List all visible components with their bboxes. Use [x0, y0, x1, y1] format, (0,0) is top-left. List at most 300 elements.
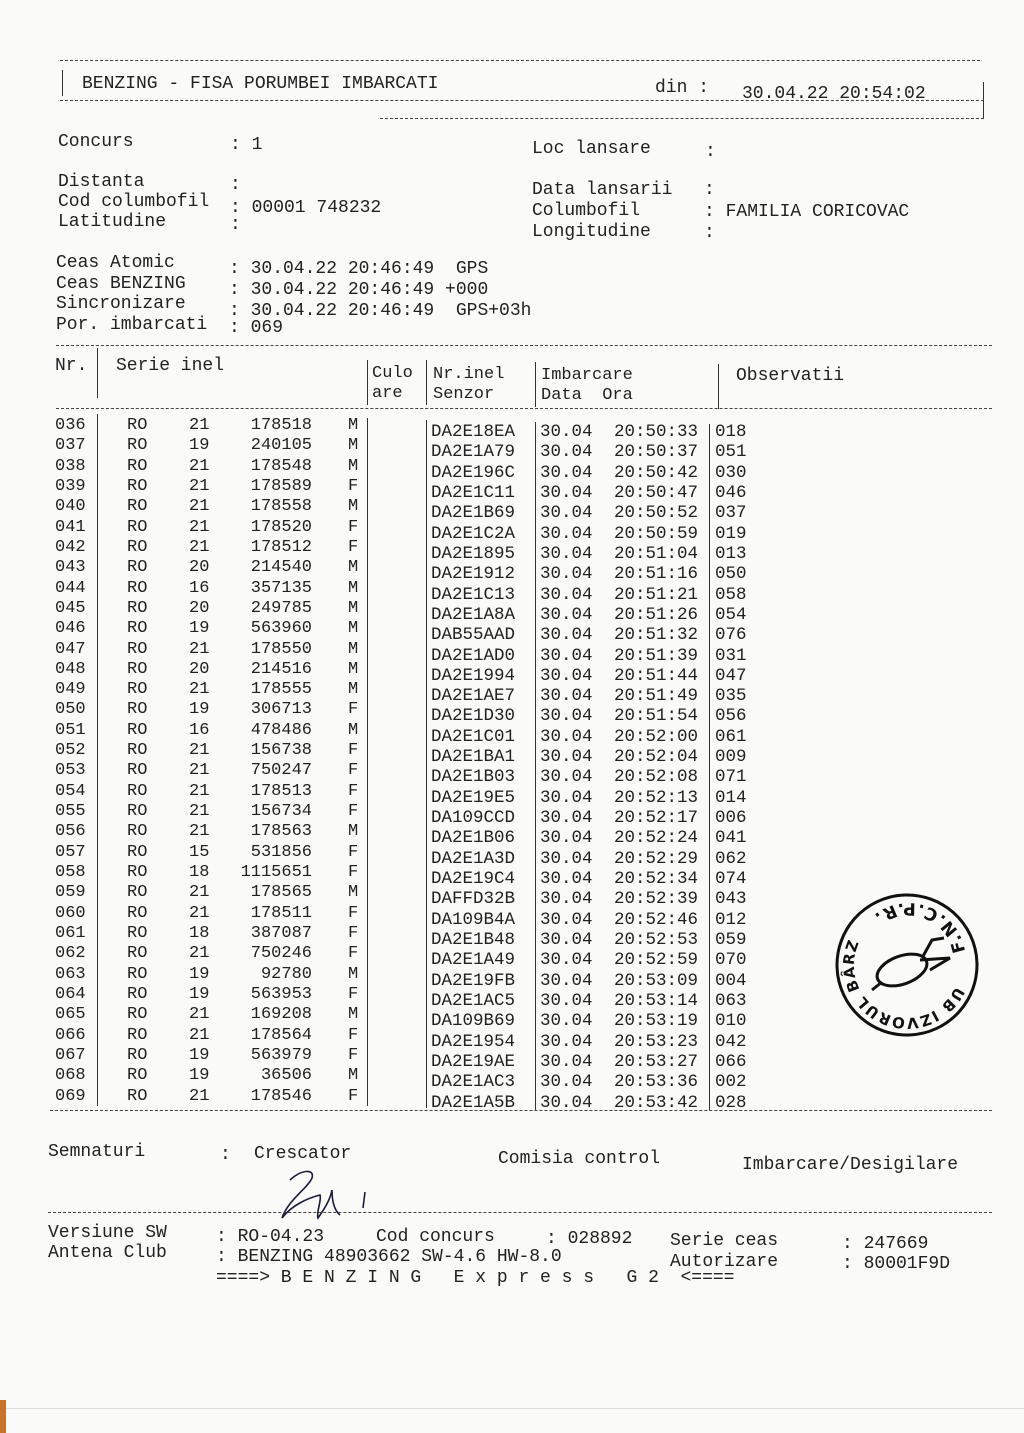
cell-inel: 178550	[250, 639, 312, 659]
cell-nr: 036	[55, 416, 86, 435]
cell-obs: 059	[715, 930, 747, 950]
cell-ora: 20:51:16	[614, 564, 699, 585]
cell-senzor: DA2E1AC3	[431, 1072, 516, 1093]
table-row	[0, 558, 1000, 585]
columbofil-value: : FAMILIA CORICOVAC	[704, 202, 910, 222]
table-row	[0, 700, 1000, 727]
cell-obs: 054	[715, 604, 747, 625]
cell-an: 21	[189, 1025, 210, 1045]
cell-senzor: DA2E1AD0	[431, 645, 516, 666]
cell-ora: 20:52:46	[614, 909, 699, 930]
longitudine-value: :	[704, 223, 715, 243]
cell-ora: 20:53:14	[614, 990, 699, 1011]
cell-senzor: DA2E1C01	[431, 726, 516, 747]
cell-sex: M	[348, 497, 359, 517]
cell-obs: 062	[715, 848, 747, 869]
cell-inel: 178565	[250, 883, 312, 903]
header-observatii: Observatii	[736, 366, 845, 386]
cell-obs: 046	[715, 482, 747, 503]
cell-senzor: DAFFD32B	[431, 889, 516, 910]
cell-inel: 178513	[250, 781, 312, 801]
cell-sex: M	[348, 578, 359, 598]
cell-nr: 047	[55, 639, 86, 659]
club-stamp	[832, 890, 982, 1040]
cell-data: 30.04	[540, 808, 593, 829]
versiune-sw-value: : RO-04.23	[216, 1227, 325, 1247]
cell-sex: M	[348, 659, 359, 679]
cell-sex: M	[348, 720, 359, 740]
cell-sex: F	[348, 984, 359, 1004]
cell-obs: 076	[715, 625, 747, 646]
cell-inel: 563953	[250, 984, 312, 1004]
cell-obs: 066	[715, 1051, 747, 1072]
cell-ora: 20:53:19	[614, 1011, 699, 1032]
cell-obs: 018	[715, 422, 747, 442]
cell-senzor: DA2E1B69	[431, 503, 516, 524]
latitudine-value: :	[230, 215, 241, 235]
header-nr-inel-2: Senzor	[433, 385, 495, 404]
table-row	[0, 416, 1000, 442]
cell-nr: 048	[55, 659, 86, 679]
cell-ora: 20:52:24	[614, 828, 699, 849]
cell-data: 30.04	[540, 950, 593, 971]
cell-sex: M	[348, 680, 359, 700]
header-border-top	[60, 60, 980, 61]
cell-data: 30.04	[540, 747, 593, 768]
cell-inel: 178548	[250, 456, 312, 476]
cell-obs: 028	[715, 1092, 747, 1113]
cell-tara: RO	[127, 842, 148, 862]
cell-an: 16	[189, 578, 210, 598]
cell-an: 21	[189, 883, 210, 903]
cell-ora: 20:51:54	[614, 706, 699, 727]
cell-senzor: DA2E1895	[431, 543, 516, 564]
cell-sex: F	[348, 761, 359, 781]
cell-obs: 030	[715, 462, 747, 483]
sincronizare-label: Sincronizare	[56, 294, 186, 314]
cell-an: 21	[189, 1005, 210, 1025]
header-border-bottom	[60, 100, 984, 101]
cell-obs: 074	[715, 869, 747, 890]
cell-an: 18	[189, 924, 210, 943]
cell-inel: 178520	[250, 517, 312, 537]
cell-sex: M	[348, 619, 359, 639]
cell-inel: 178563	[250, 822, 312, 842]
cell-nr: 043	[55, 558, 86, 578]
cell-senzor: DA2E1A79	[431, 442, 516, 463]
cell-senzor: DA2E1A49	[431, 950, 516, 971]
cell-senzor: DA2E18EA	[431, 422, 516, 442]
cell-data: 30.04	[540, 442, 593, 463]
cell-tara: RO	[127, 578, 148, 598]
footer-separator	[48, 1212, 992, 1213]
cell-ora: 20:52:34	[614, 869, 699, 890]
cell-an: 21	[189, 517, 210, 537]
header-imbarcare-2: Data Ora	[541, 386, 633, 405]
cell-an: 21	[189, 537, 210, 557]
cell-data: 30.04	[540, 869, 593, 890]
header-nr-inel-1: Nr.inel	[433, 365, 505, 384]
distanta-value: :	[230, 175, 241, 195]
cell-inel: 169208	[250, 1005, 312, 1025]
cell-tara: RO	[127, 964, 148, 984]
cell-ora: 20:52:53	[614, 930, 699, 950]
cell-data: 30.04	[540, 645, 593, 666]
table-row	[0, 659, 1000, 686]
cell-nr: 053	[55, 761, 86, 781]
cod-concurs-label: Cod concurs	[376, 1227, 495, 1247]
loc-lansare-value: :	[705, 142, 716, 162]
cell-data: 30.04	[540, 584, 593, 605]
cell-obs: 042	[715, 1031, 747, 1052]
cell-ora: 20:52:29	[614, 848, 699, 869]
cell-tara: RO	[127, 1045, 148, 1065]
cell-obs: 006	[715, 808, 747, 829]
table-row	[0, 639, 1000, 666]
cell-sex: F	[348, 802, 359, 822]
table-row	[0, 578, 1000, 605]
din-label: din :	[655, 78, 710, 98]
cell-nr: 062	[55, 944, 86, 964]
cell-sex: F	[348, 863, 359, 883]
document-title: BENZING - FISA PORUMBEI IMBARCATI	[82, 74, 439, 94]
latitudine-label: Latitudine	[58, 212, 167, 232]
cell-data: 30.04	[540, 1072, 593, 1093]
cell-senzor: DA2E19C4	[431, 869, 516, 890]
table-row	[0, 822, 1000, 849]
cell-data: 30.04	[540, 564, 593, 585]
cell-an: 19	[189, 436, 210, 456]
cell-tara: RO	[127, 883, 148, 903]
cell-nr: 050	[55, 700, 86, 720]
cell-obs: 058	[715, 584, 747, 605]
cell-senzor: DA2E1B06	[431, 828, 516, 849]
cell-sex: F	[348, 903, 359, 923]
cell-inel: 563979	[250, 1045, 312, 1065]
cell-nr: 037	[55, 436, 86, 456]
cell-an: 19	[189, 619, 210, 639]
distanta-label: Distanta	[58, 172, 145, 192]
cell-an: 21	[189, 741, 210, 761]
cell-ora: 20:53:23	[614, 1031, 699, 1052]
cell-an: 19	[189, 964, 210, 984]
cell-obs: 019	[715, 523, 747, 544]
cell-inel: 178555	[250, 680, 312, 700]
cell-nr: 040	[55, 497, 86, 517]
cell-data: 30.04	[540, 1051, 593, 1072]
benzing-express-banner: ====> B E N Z I N G E x p r e s s G 2 <====	[216, 1268, 735, 1288]
cell-inel: 750247	[250, 761, 312, 781]
cell-obs: 070	[715, 950, 747, 971]
cell-tara: RO	[127, 416, 148, 435]
cell-nr: 063	[55, 964, 86, 984]
por-imbarcati-value: : 069	[229, 318, 284, 338]
cell-sex: F	[348, 537, 359, 557]
cell-ora: 20:50:47	[614, 482, 699, 503]
cell-sex: F	[348, 517, 359, 537]
cell-nr: 049	[55, 680, 86, 700]
cell-nr: 065	[55, 1005, 86, 1025]
cell-tara: RO	[127, 1066, 148, 1086]
cell-tara: RO	[127, 700, 148, 720]
cell-ora: 20:53:09	[614, 970, 699, 991]
header-nr: Nr.	[55, 356, 88, 376]
cell-obs: 050	[715, 564, 747, 585]
cell-an: 19	[189, 1045, 210, 1065]
cell-tara: RO	[127, 1025, 148, 1045]
cell-tara: RO	[127, 476, 148, 496]
antena-club-value: : BENZING 48903662 SW-4.6 HW-8.0	[216, 1247, 562, 1267]
imbarcare-desigilare-label: Imbarcare/Desigilare	[742, 1155, 959, 1175]
cell-obs: 012	[715, 909, 747, 930]
cell-inel: 156734	[250, 802, 312, 822]
cell-inel: 92780	[260, 964, 312, 984]
cell-ora: 20:52:04	[614, 747, 699, 768]
stamp-text-bottom: F.N.C.P.R.	[868, 898, 971, 956]
table-row	[0, 517, 1000, 544]
longitudine-label: Longitudine	[532, 222, 651, 242]
cell-senzor: DA2E1A8A	[431, 604, 516, 625]
cell-sex: F	[348, 741, 359, 761]
cell-inel: 178546	[250, 1086, 312, 1106]
cell-tara: RO	[127, 944, 148, 964]
cell-obs: 010	[715, 1011, 747, 1032]
cell-nr: 059	[55, 883, 86, 903]
cell-nr: 039	[55, 476, 86, 496]
cell-obs: 051	[715, 442, 747, 463]
cell-sex: F	[348, 781, 359, 801]
cell-data: 30.04	[540, 970, 593, 991]
cell-senzor: DA2E1AC5	[431, 990, 516, 1011]
por-imbarcati-label: Por. imbarcati	[56, 315, 208, 335]
table-row	[0, 619, 1000, 646]
header-divider-senzor	[535, 362, 536, 407]
cell-obs: 041	[715, 828, 747, 849]
cell-an: 21	[189, 476, 210, 496]
pigeon-icon	[872, 938, 950, 992]
cell-data: 30.04	[540, 1011, 593, 1032]
cell-sex: F	[348, 1086, 359, 1106]
table-row	[0, 436, 1000, 463]
cell-data: 30.04	[540, 482, 593, 503]
table-row	[0, 456, 1000, 483]
cell-nr: 054	[55, 781, 86, 801]
cell-ora: 20:51:26	[614, 604, 699, 625]
cell-data: 30.04	[540, 726, 593, 747]
cell-sex: M	[348, 1066, 359, 1086]
cell-inel: 214516	[250, 659, 312, 679]
cell-inel: 178564	[250, 1025, 312, 1045]
cell-ora: 20:50:33	[614, 422, 699, 442]
cell-obs: 047	[715, 665, 747, 686]
cell-senzor: DA2E1D30	[431, 706, 516, 727]
cell-an: 21	[189, 802, 210, 822]
table-row	[0, 863, 1000, 890]
cell-data: 30.04	[540, 462, 593, 483]
cell-ora: 20:53:27	[614, 1051, 699, 1072]
table-row	[0, 781, 1000, 808]
cell-nr: 056	[55, 822, 86, 842]
serie-ceas-value: : 247669	[842, 1234, 929, 1254]
cell-tara: RO	[127, 1005, 148, 1025]
cell-inel: 178511	[250, 903, 312, 923]
cod-columbofil-value: : 00001 748232	[230, 198, 382, 218]
cod-columbofil-label: Cod columbofil	[58, 192, 210, 212]
cell-data: 30.04	[540, 909, 593, 930]
cell-senzor: DA2E1994	[431, 665, 516, 686]
table-border-top	[56, 345, 992, 346]
cell-sex: F	[348, 842, 359, 862]
table-row	[0, 1066, 1000, 1093]
cell-senzor: DA2E19FB	[431, 970, 516, 991]
header-imbarcare-1: Imbarcare	[541, 366, 633, 385]
cell-sex: M	[348, 456, 359, 476]
cell-ora: 20:53:36	[614, 1072, 699, 1093]
table-row	[0, 497, 1000, 524]
cell-sex: F	[348, 1045, 359, 1065]
cell-inel: 178589	[250, 476, 312, 496]
cell-data: 30.04	[540, 543, 593, 564]
cell-senzor: DA2E196C	[431, 462, 516, 483]
cell-an: 21	[189, 639, 210, 659]
cell-sex: M	[348, 416, 359, 435]
cell-tara: RO	[127, 598, 148, 618]
cell-an: 21	[189, 680, 210, 700]
cell-obs: 009	[715, 747, 747, 768]
cell-ora: 20:50:37	[614, 442, 699, 463]
cell-data: 30.04	[540, 625, 593, 646]
cell-tara: RO	[127, 436, 148, 456]
cell-an: 18	[189, 863, 210, 883]
cell-tara: RO	[127, 903, 148, 923]
cell-nr: 058	[55, 863, 86, 883]
cell-ora: 20:50:59	[614, 523, 699, 544]
cell-sex: F	[348, 1025, 359, 1045]
stamp-text-top: CLUB IZVORUL BÂRZII	[839, 936, 968, 1033]
cell-an: 21	[189, 456, 210, 476]
cell-tara: RO	[127, 659, 148, 679]
antena-club-label: Antena Club	[48, 1243, 167, 1263]
cell-inel: 240105	[250, 436, 312, 456]
cell-obs: 035	[715, 686, 747, 707]
cell-nr: 045	[55, 598, 86, 618]
cell-an: 21	[189, 761, 210, 781]
cell-tara: RO	[127, 619, 148, 639]
cell-an: 21	[189, 781, 210, 801]
cell-nr: 061	[55, 924, 86, 943]
table-header-separator	[56, 408, 992, 409]
cell-data: 30.04	[540, 422, 593, 442]
cell-an: 21	[189, 416, 210, 435]
ceas-atomic-value: : 30.04.22 20:46:49 GPS	[229, 259, 489, 279]
cell-tara: RO	[127, 741, 148, 761]
cell-ora: 20:53:42	[614, 1092, 699, 1113]
cell-sex: M	[348, 436, 359, 456]
cell-ora: 20:51:44	[614, 665, 699, 686]
cell-inel: 214540	[250, 558, 312, 578]
table-row	[0, 741, 1000, 768]
cell-tara: RO	[127, 639, 148, 659]
concurs-value: : 1	[230, 135, 263, 155]
cell-tara: RO	[127, 761, 148, 781]
cell-obs: 063	[715, 990, 747, 1011]
cell-data: 30.04	[540, 767, 593, 788]
cell-ora: 20:52:39	[614, 889, 699, 910]
cell-data: 30.04	[540, 665, 593, 686]
cell-ora: 20:52:13	[614, 787, 699, 808]
cell-obs: 071	[715, 767, 747, 788]
cell-inel: 36506	[260, 1066, 312, 1086]
cell-ora: 20:51:21	[614, 584, 699, 605]
cell-senzor: DA2E19AE	[431, 1051, 516, 1072]
cell-data: 30.04	[540, 930, 593, 950]
cell-nr: 055	[55, 802, 86, 822]
cell-obs: 043	[715, 889, 747, 910]
cell-nr: 046	[55, 619, 86, 639]
table-row	[0, 1086, 1000, 1113]
cell-inel: 156738	[250, 741, 312, 761]
cell-data: 30.04	[540, 686, 593, 707]
cell-ora: 20:52:08	[614, 767, 699, 788]
crescator-label: Crescator	[254, 1144, 352, 1164]
cell-nr: 042	[55, 537, 86, 557]
cell-data: 30.04	[540, 828, 593, 849]
cell-nr: 051	[55, 720, 86, 740]
table-row	[0, 802, 1000, 829]
handwritten-signature	[270, 1160, 390, 1225]
cell-ora: 20:52:59	[614, 950, 699, 971]
cell-tara: RO	[127, 802, 148, 822]
cell-nr: 069	[55, 1086, 86, 1106]
page-corner-mark	[0, 1400, 6, 1433]
cell-senzor: DA2E1A3D	[431, 848, 516, 869]
cell-sex: F	[348, 924, 359, 943]
cell-an: 20	[189, 659, 210, 679]
cell-obs: 037	[715, 503, 747, 524]
cell-sex: F	[348, 700, 359, 720]
cell-tara: RO	[127, 863, 148, 883]
concurs-label: Concurs	[58, 132, 134, 152]
cell-ora: 20:51:32	[614, 625, 699, 646]
cell-tara: RO	[127, 517, 148, 537]
cell-nr: 066	[55, 1025, 86, 1045]
cell-obs: 002	[715, 1072, 747, 1093]
header-culoare-1: Culo	[372, 364, 413, 383]
cell-ora: 20:51:04	[614, 543, 699, 564]
cell-nr: 067	[55, 1045, 86, 1065]
page-bottom-edge	[0, 1408, 1024, 1409]
cell-sex: M	[348, 1005, 359, 1025]
data-lansarii-value: :	[704, 180, 715, 200]
cell-sex: M	[348, 558, 359, 578]
cell-inel: 357135	[250, 578, 312, 598]
header-divider-imbarcare	[718, 364, 719, 409]
header-divider-nr	[97, 348, 98, 398]
table-row	[0, 761, 1000, 788]
cell-an: 15	[189, 842, 210, 862]
table-row	[0, 842, 1000, 869]
cell-obs: 013	[715, 543, 747, 564]
cell-tara: RO	[127, 1086, 148, 1106]
comisia-control-label: Comisia control	[498, 1149, 661, 1169]
cell-data: 30.04	[540, 503, 593, 524]
cell-senzor: DA109B4A	[431, 909, 516, 930]
cell-senzor: DA2E1A5B	[431, 1092, 516, 1113]
table-row	[0, 720, 1000, 747]
ceas-benzing-value: : 30.04.22 20:46:49 +000	[229, 280, 489, 300]
loc-lansare-label: Loc lansare	[532, 139, 651, 159]
cell-data: 30.04	[540, 706, 593, 727]
